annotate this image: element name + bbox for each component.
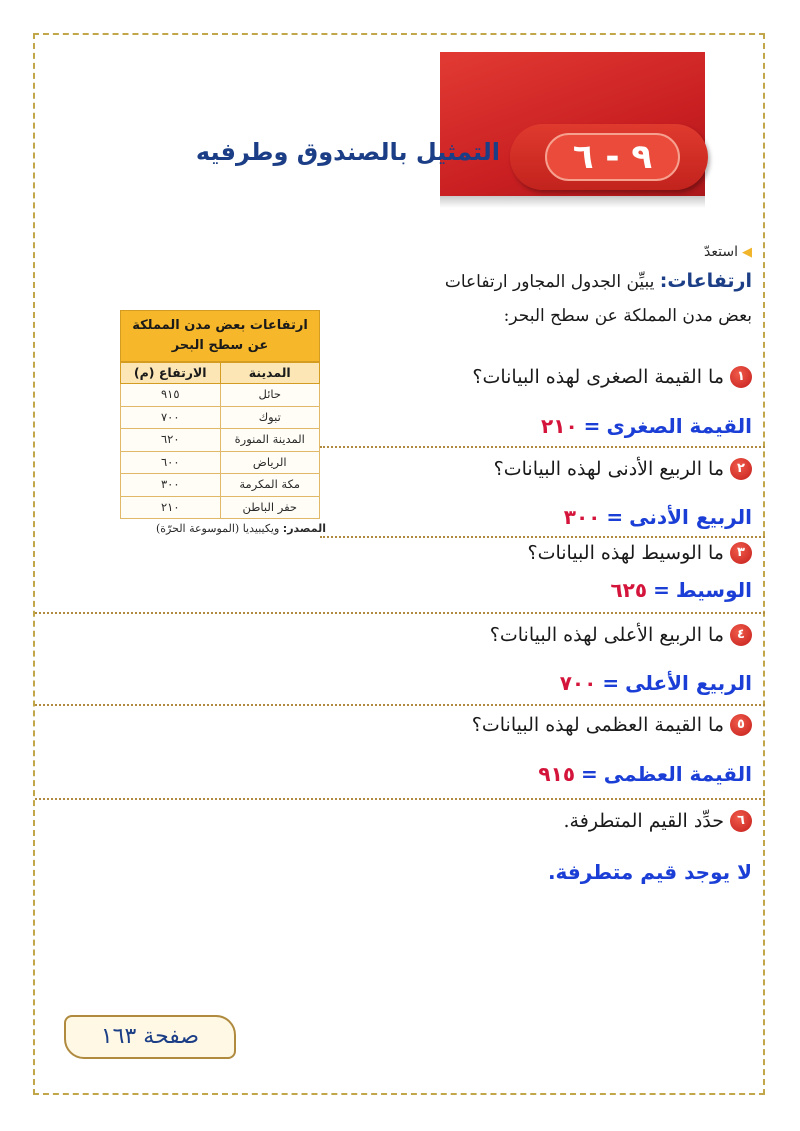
table-cell-city: الرياض	[220, 452, 320, 474]
answer-value: ٩١٥	[538, 762, 576, 786]
source-text: ويكيبيديا (الموسوعة الحرّة)	[155, 522, 280, 535]
answer-6: لا يوجد قيم متطرفة.	[547, 860, 752, 884]
equals-sign: =	[653, 578, 670, 602]
answer-label: القيمة العظمى	[603, 762, 752, 786]
separator	[35, 704, 765, 706]
separator	[35, 612, 765, 614]
question-text: ما الوسيط لهذه البيانات؟	[527, 542, 724, 564]
table-cell-city: حفر الباطن	[220, 497, 320, 519]
question-number-badge: ٣	[730, 542, 752, 564]
answer-1	[541, 414, 752, 438]
equals-sign: =	[602, 671, 620, 695]
equals-sign: =	[581, 762, 598, 786]
page-number: صفحة ١٦٣	[64, 1015, 236, 1059]
table-row	[120, 452, 320, 475]
table-body	[120, 384, 320, 519]
table-cell-city: مكة المكرمة	[220, 474, 320, 496]
question-text: ما القيمة العظمى لهذه البيانات؟	[471, 714, 724, 736]
separator	[35, 798, 765, 800]
table-cell-height: ٩١٥	[160, 387, 180, 401]
answer-4	[560, 671, 752, 695]
separator	[320, 536, 765, 538]
question-3	[527, 542, 752, 564]
question-number-badge: ٦	[730, 810, 752, 832]
answer-label: القيمة الصغرى	[606, 414, 752, 438]
table-cell-height: ٣٠٠	[160, 477, 180, 491]
table-title-line-2: عن سطح البحر	[171, 338, 269, 353]
table-title	[120, 310, 320, 362]
question-number-badge: ٢	[730, 458, 752, 480]
question-2	[494, 458, 752, 480]
triangle-icon: ◀	[742, 245, 752, 260]
table-cell-height: ٢١٠	[160, 499, 180, 514]
source-label: المصدر:	[282, 522, 326, 535]
table-cell-city: تبوك	[220, 407, 320, 429]
question-text: ما القيمة الصغرى لهذه البيانات؟	[472, 366, 724, 388]
table-title-line-1: ارتفاعات بعض مدن المملكة	[132, 318, 308, 333]
table-row	[120, 407, 320, 430]
equals-sign: =	[606, 505, 624, 529]
answer-label: الوسيط	[675, 578, 752, 602]
answer-3	[610, 578, 752, 602]
table-header-city: المدينة	[220, 363, 320, 383]
table-header	[120, 362, 320, 384]
intro-line-2: بعض مدن المملكة عن سطح البحر:	[503, 306, 752, 326]
question-6	[564, 810, 752, 832]
question-number-badge: ١	[730, 366, 752, 388]
answer-2	[564, 505, 752, 529]
table-cell-height: ٧٠٠	[160, 409, 180, 424]
separator	[320, 446, 765, 448]
table-cell-city: المدينة المنورة	[220, 429, 320, 451]
question-text: ما الربيع الأعلى لهذه البيانات؟	[489, 624, 724, 646]
prepare-text: استعدّ	[704, 244, 738, 260]
lesson-number: ٩ - ٦	[545, 133, 680, 181]
question-4	[490, 624, 752, 646]
table-header-height: الارتفاع (م)	[133, 365, 207, 380]
table-row	[120, 474, 320, 497]
prepare-label	[704, 244, 752, 260]
answer-5	[538, 762, 752, 786]
equals-sign: =	[583, 414, 601, 438]
table-row	[120, 429, 320, 452]
answer-value: ٣٠٠	[563, 505, 601, 529]
answer-value: ٧٠٠	[559, 671, 597, 695]
answer-value: ٦٢٥	[610, 578, 648, 602]
lesson-title: التمثيل بالصندوق وطرفيه	[195, 138, 500, 166]
intro-keyword: ارتفاعات:	[659, 270, 752, 292]
question-text: حدِّد القيم المتطرفة.	[563, 810, 724, 832]
header-ribbon-shadow	[440, 196, 705, 208]
answer-value: ٢١٠	[541, 414, 578, 438]
question-text: ما الربيع الأدنى لهذه البيانات؟	[493, 458, 724, 480]
table-row	[120, 384, 320, 407]
question-5	[472, 714, 752, 736]
table-cell-height: ٦٠٠	[160, 454, 180, 469]
table-row	[120, 497, 320, 520]
intro-line-1	[445, 270, 752, 292]
answer-label: الربيع الأعلى	[625, 671, 752, 695]
table-cell-height: ٦٢٠	[160, 432, 180, 446]
table-cell-city: حائل	[220, 384, 320, 406]
question-number-badge: ٤	[730, 624, 752, 646]
question-number-badge: ٥	[730, 714, 752, 736]
intro-text-1: يبيِّن الجدول المجاور ارتفاعات	[444, 272, 655, 292]
question-1	[472, 366, 752, 388]
table-source	[116, 522, 326, 535]
answer-label: الربيع الأدنى	[629, 505, 752, 529]
